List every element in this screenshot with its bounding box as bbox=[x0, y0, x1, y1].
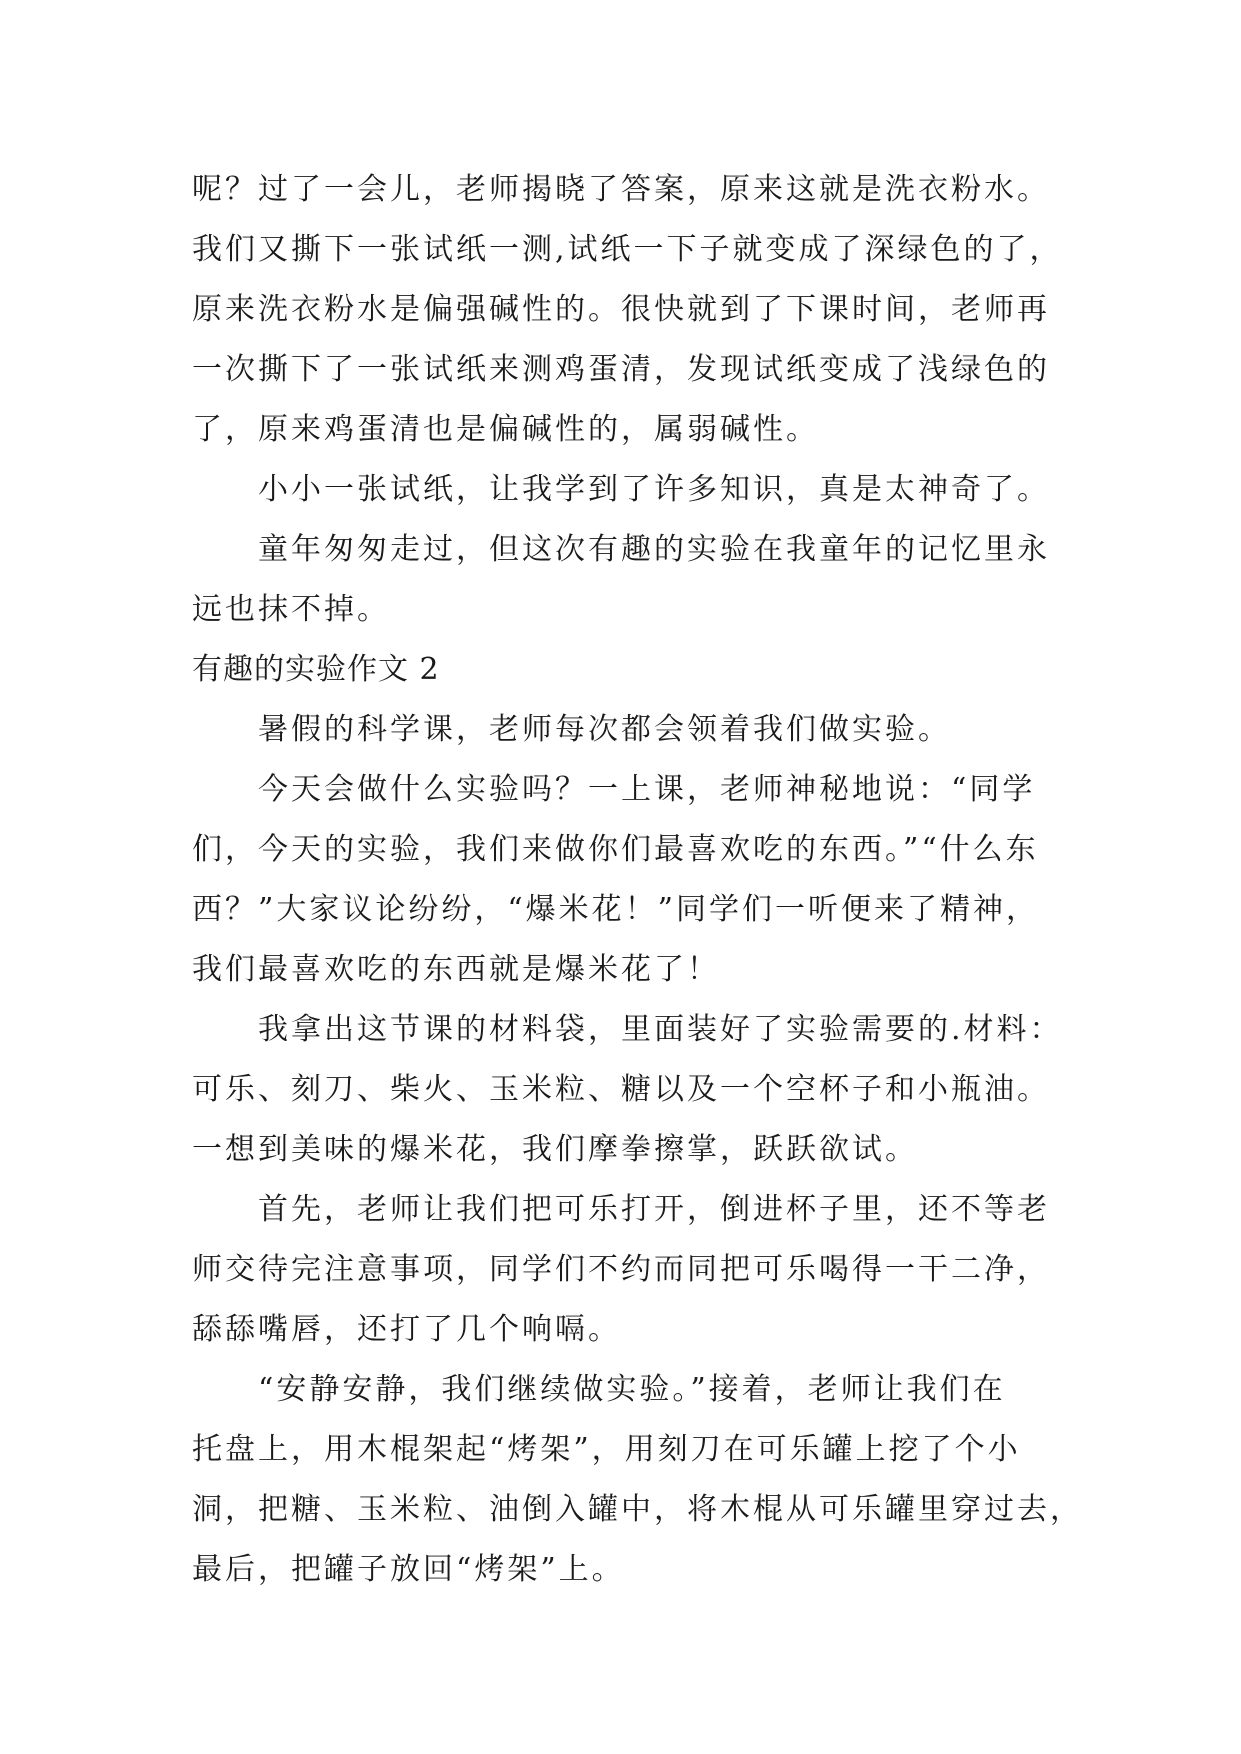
paragraph-start-line: “安静安静，我们继续做实验。”接着，老师让我们在 bbox=[258, 1372, 1006, 1407]
text-line: 师交待完注意事项，同学们不约而同把可乐喝得一干二净， bbox=[192, 1252, 1050, 1287]
document-body bbox=[192, 160, 1092, 1600]
text-line: 舔舔嘴唇，还打了几个响嗝。 bbox=[192, 1312, 621, 1347]
text-line: 了，原来鸡蛋清也是偏碱性的，属弱碱性。 bbox=[192, 412, 819, 447]
text-line: 远也抹不掉。 bbox=[192, 592, 390, 627]
text-line: 原来洗衣粉水是偏强碱性的。很快就到了下课时间，老师再 bbox=[192, 292, 1050, 327]
text-line: 最后，把罐子放回“烤架”上。 bbox=[192, 1552, 625, 1587]
paragraph-start-line: 今天会做什么实验吗？一上课，老师神秘地说：“同学 bbox=[258, 772, 1036, 807]
paragraph-start-line: 暑假的科学课，老师每次都会领着我们做实验。 bbox=[258, 712, 951, 747]
paragraph-start-line: 小小一张试纸，让我学到了许多知识，真是太神奇了。 bbox=[258, 472, 1050, 507]
paragraph-start-line: 童年匆匆走过，但这次有趣的实验在我童年的记忆里永 bbox=[258, 532, 1050, 567]
paragraph-start-line: 我拿出这节课的材料袋，里面装好了实验需要的.材料： bbox=[258, 1012, 1063, 1047]
text-line: 们，今天的实验，我们来做你们最喜欢吃的东西。”“什么东 bbox=[192, 832, 1039, 867]
text-line: 一想到美味的爆米花，我们摩拳擦掌，跃跃欲试。 bbox=[192, 1132, 918, 1167]
text-line: 洞，把糖、玉米粒、油倒入罐中，将木棍从可乐罐里穿过去， bbox=[192, 1492, 1083, 1527]
text-line: 西？”大家议论纷纷，“爆米花！”同学们一听便来了精神， bbox=[192, 892, 1040, 927]
section-heading: 有趣的实验作文 2 bbox=[192, 652, 440, 687]
text-line: 可乐、刻刀、柴火、玉米粒、糖以及一个空杯子和小瓶油。 bbox=[192, 1072, 1050, 1107]
text-line: 我们最喜欢吃的东西就是爆米花了！ bbox=[192, 952, 720, 987]
paragraph-start-line: 首先，老师让我们把可乐打开，倒进杯子里，还不等老 bbox=[258, 1192, 1050, 1227]
text-line: 一次撕下了一张试纸来测鸡蛋清，发现试纸变成了浅绿色的 bbox=[192, 352, 1050, 387]
text-line: 呢？过了一会儿，老师揭晓了答案，原来这就是洗衣粉水。 bbox=[192, 172, 1050, 207]
text-line: 托盘上，用木棍架起“烤架”，用刻刀在可乐罐上挖了个小 bbox=[192, 1432, 1021, 1467]
text-line: 我们又撕下一张试纸一测,试纸一下子就变成了深绿色的了， bbox=[192, 232, 1063, 267]
